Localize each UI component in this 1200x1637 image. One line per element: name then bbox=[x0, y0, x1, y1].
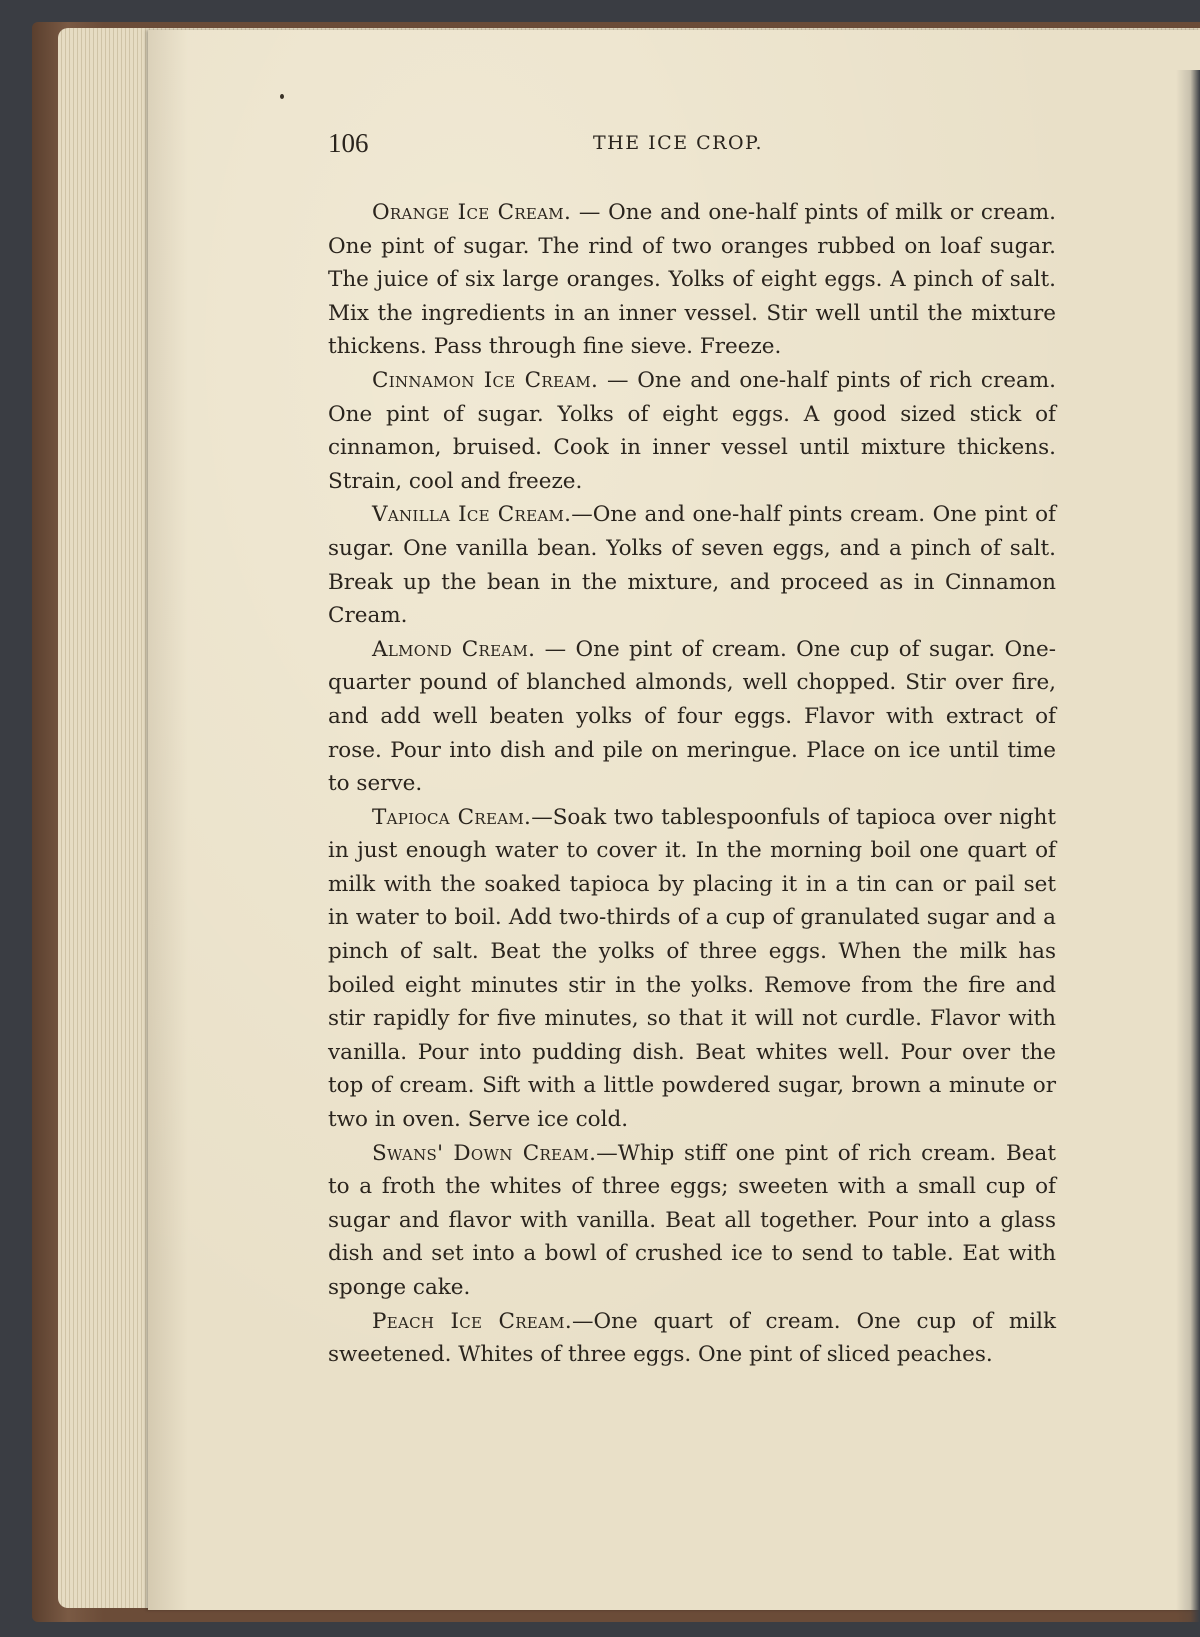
recipe-cinnamon-ice-cream bbox=[328, 364, 1056, 498]
recipe-title: Almond Cream. bbox=[372, 636, 536, 662]
recipe-body: —One quart of cream. One cup of milk sweetened. Whites of three eggs. One pint of sliced peaches. bbox=[328, 1308, 1056, 1368]
recipe-body: — One pint of cream. One cup of sugar. One-quarter pound of blanched almonds, well chopped. Stir over fire, and add well beaten yolks of four eggs. Flavor with extract of rose. Pour into dish and pile on meringue. Place on ice until time to serve. bbox=[328, 636, 1056, 797]
recipe-title: Vanilla Ice Cream. bbox=[372, 502, 572, 528]
recipe-orange-ice-cream bbox=[328, 196, 1056, 364]
running-head-title: THE ICE CROP. bbox=[593, 132, 763, 154]
recipe-title: Swans' Down Cream. bbox=[372, 1140, 597, 1166]
recipe-almond-cream bbox=[328, 633, 1056, 801]
recipe-body: —Whip stiff one pint of rich cream. Beat to a froth the whites of three eggs; sweeten with a small cup of sugar and flavor with vanilla. Beat all together. Pour into a glass dish and set into a bowl of crushed ice to send to table. Eat with sponge cake. bbox=[328, 1140, 1056, 1300]
running-head bbox=[328, 128, 1058, 164]
recipe-title: Tapioca Cream. bbox=[372, 804, 532, 830]
recipe-title: Orange Ice Cream. bbox=[372, 200, 572, 225]
recipe-body: —One and one-half pints cream. One pint of sugar. One vanilla bean. Yolks of seven eggs, and a pinch of salt. Break up the bean in the mixture, and proceed as in Cinnamon Cream. bbox=[328, 502, 1056, 629]
page-gutter-shadow bbox=[1176, 70, 1200, 1630]
recipe-peach-ice-cream bbox=[328, 1305, 1056, 1372]
recipe-title: Cinnamon Ice Cream. bbox=[372, 367, 599, 393]
recipe-swans-down-cream bbox=[328, 1137, 1056, 1305]
recipe-title: Peach Ice Cream. bbox=[372, 1308, 572, 1334]
recipe-body: — One and one-half pints of rich cream. One pint of sugar. Yolks of eight eggs. A good sized stick of cinnamon, bruised. Cook in inner vessel until mixture thickens. Strain, cool and freeze. bbox=[328, 367, 1057, 494]
recipe-body: —Soak two tablespoonfuls of tapioca over night in just enough water to cover it. In the morning boil one quart of milk with the soaked tapioca by placing it in a tin can or pail set in water to boil. Add two-thirds of a cup of granulated sugar and a pinch of salt. Beat the yolks of three eggs. When the milk has boiled eight minutes stir in the yolks. Remove from the fire and stir rapidly for five minutes, so that it will not curdle. Flavor with vanilla. Pour into pudding dish. Beat whites well. Pour over the top of cream. Sift with a little powdered sugar, brown a minute or two in oven. Serve ice cold. bbox=[328, 804, 1056, 1133]
recipe-tapioca-cream bbox=[328, 801, 1056, 1137]
recipe-text-block bbox=[328, 196, 1056, 1372]
recipe-body: — One and one-half pints of milk or cream. One pint of sugar. The rind of two oranges rubbed on loaf sugar. The juice of six large oranges. Yolks of eight eggs. A pinch of salt. Mix the ingredients in an inner vessel. Stir well until the mixture thickens. Pass through fine sieve. Freeze. bbox=[328, 200, 1057, 360]
page-number: 106 bbox=[328, 128, 369, 158]
ink-speck bbox=[280, 94, 284, 99]
recipe-vanilla-ice-cream bbox=[328, 498, 1056, 632]
